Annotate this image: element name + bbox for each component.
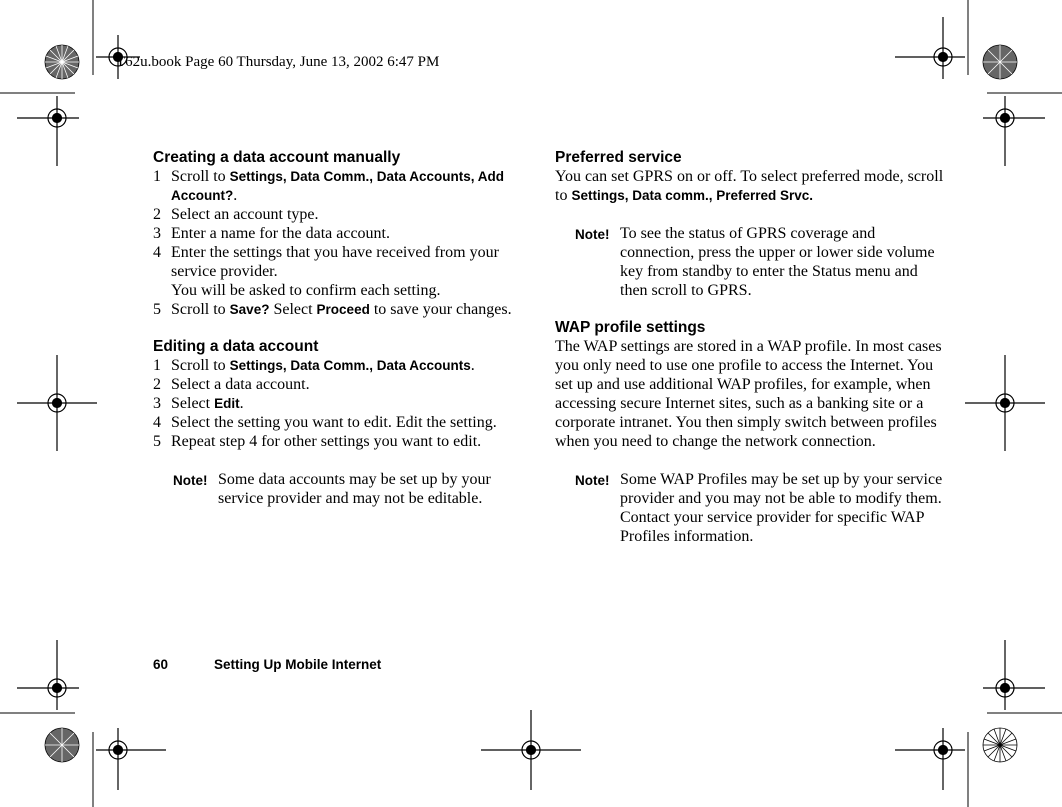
editing-steps: [153, 356, 538, 451]
menu-path: Settings, Data Comm., Data Accounts, Add Account?: [171, 169, 504, 203]
note-text: Some data accounts may be set up by your service provider and may not be editable.: [218, 471, 491, 507]
paragraph: You can set GPRS on or off. To select preferred mode, scroll to Settings, Data comm., Preferred Srvc.: [555, 168, 944, 204]
creating-steps: [153, 167, 538, 319]
list-item: 2 Select a data account.: [153, 376, 310, 393]
note-label: Note!: [173, 473, 208, 488]
menu-path: Edit: [214, 396, 240, 411]
page-number: 60: [153, 657, 169, 672]
list-item: 4 Select the setting you want to edit. Edit the setting.: [153, 414, 497, 431]
note-block: [555, 470, 945, 546]
note-label: Note!: [575, 473, 610, 488]
list-item: 4 Enter the settings that you have received from your service provider. You will be asked to confirm each setting.: [153, 244, 499, 299]
section-heading-editing: Editing a data account: [153, 338, 319, 355]
list-item: 3 Enter a name for the data account.: [153, 225, 390, 242]
file-stamp: T62u.book Page 60 Thursday, June 13, 2002 6:47 PM: [116, 54, 440, 70]
list-item: 2 Select an account type.: [153, 206, 319, 223]
section-heading-creating: Creating a data account manually: [153, 149, 401, 166]
note-text: Some WAP Profiles may be set up by your service provider and you may not be able to modify them. Contact your service provider for specific WAP Profiles information.: [620, 471, 943, 545]
note-block: [153, 470, 538, 508]
menu-path: Save?: [229, 302, 270, 317]
list-item: 5 Scroll to Save? Select Proceed to save your changes.: [153, 301, 512, 318]
list-item: 1 Scroll to Settings, Data Comm., Data Accounts, Add Account?.: [153, 168, 504, 204]
menu-path: Settings, Data Comm., Data Accounts: [229, 358, 471, 373]
note-label: Note!: [575, 227, 610, 242]
section-heading-wap: WAP profile settings: [555, 319, 706, 336]
section-title: Setting Up Mobile Internet: [214, 657, 382, 672]
list-item: 3 Select Edit.: [153, 395, 244, 412]
section-heading-preferred: Preferred service: [555, 149, 682, 166]
right-column: [555, 148, 945, 546]
list-item: 1 Scroll to Settings, Data Comm., Data Accounts.: [153, 357, 475, 374]
menu-path: Proceed: [316, 302, 370, 317]
paragraph: The WAP settings are stored in a WAP profile. In most cases you only need to use one profile to access the Internet. You set up and use additional WAP profiles, for example, when accessing secure Internet sites, such as a banking site or a corporate intranet. You then simply switch between profiles when you need to change the network connection.: [555, 338, 942, 450]
left-column: [153, 148, 538, 508]
menu-path: Settings, Data comm., Preferred Srvc.: [571, 188, 814, 203]
note-block: [555, 224, 945, 300]
note-text: To see the status of GPRS coverage and connection, press the upper or lower side volume key from standby to enter the Status menu and then scroll to GPRS.: [620, 225, 935, 299]
list-item: 5 Repeat step 4 for other settings you want to edit.: [153, 433, 482, 450]
